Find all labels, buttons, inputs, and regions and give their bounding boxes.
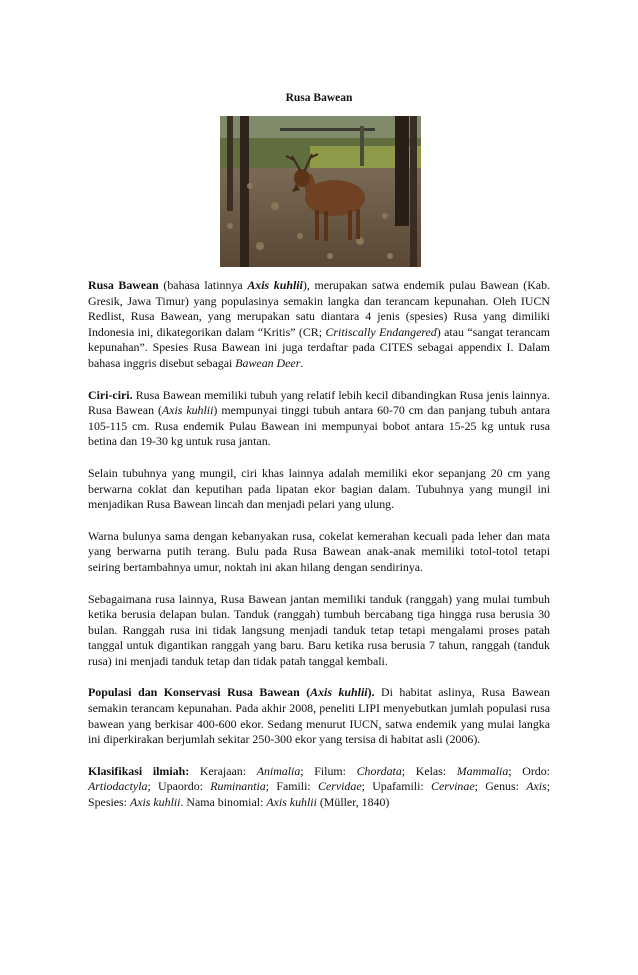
intro-text-b: ), merupakan satwa endemik pulau Bawean (Kab. Gresik, Jawa Timur) yang populasinya semakin langka dan terancam kepunahan. Oleh IUCN Redlist, Rusa Bawean, yang merupakan satu diantara 4 jenis (spesies) Rusa yang dimiliki Indonesia ini, dikategorikan dalam “Kritis” (CR; [88, 278, 550, 339]
classification-label: ; Upaordo: [147, 779, 211, 794]
order-value: Artiodactyla [88, 779, 148, 794]
characteristics-paragraph [88, 388, 550, 450]
deer-photo [220, 116, 421, 267]
kingdom-value: Animalia [256, 763, 301, 778]
classification-paragraph [88, 764, 550, 811]
classification-label: ; Ordo: [508, 763, 550, 778]
page-title: Rusa Bawean [285, 92, 353, 104]
classification-label: ; Filum: [300, 763, 357, 778]
tail-paragraph: Selain tubuhnya yang mungil, ciri khas lainnya adalah memiliki ekor sepanjang 20 cm yang berwarna coklat dan keputihan pada lipatan ekor bagian dalam. Tubuhnya yang mungil ini menjadikan Rusa Bawean lincah dan menjadi pelari yang ulung. [88, 465, 550, 512]
scientific-name: Axis kuhlii [247, 278, 303, 292]
iucn-category: Critiscally Endangered [325, 324, 437, 339]
class-value: Mammalia [456, 763, 509, 778]
species-name: Rusa Bawean [88, 278, 159, 292]
antler-paragraph: Sebagaimana rusa lainnya, Rusa Bawean jantan memiliki tanduk (ranggah) yang mulai tumbuh ketika berusia delapan bulan. Tanduk (ranggah) tumbuh bercabang tiga hingga rusa berusia 30 bulan. Ranggah rusa ini tidak langsung menjadi tanduk tetap tetapi mengalami proses patah tanggal untuk digantikan ranggah yang baru. Baru ketika rusa berusia 7 tahun, ranggah (tanduk rusa) ini menjadi tanduk tetap dan tidak patah tanggal kembali. [88, 591, 550, 668]
classification-authority: (Müller, 1840) [316, 795, 390, 810]
population-heading-end: ). [367, 685, 375, 700]
intro-text-c: ) atau “sangat terancam kepunahan”. Spesies Rusa Bawean ini juga terdaftar pada CITES sebagai appendix I. Dalam bahasa inggris disebut sebagai [88, 324, 550, 370]
classification-label: ; Genus: [474, 779, 527, 794]
classification-label: ; Kelas: [401, 763, 457, 778]
population-heading: Populasi dan Konservasi Rusa Bawean ( [88, 685, 311, 700]
scientific-name: Axis kuhlii [161, 403, 214, 418]
article-body [88, 278, 550, 827]
family-value: Cervidae [318, 779, 362, 794]
phylum-value: Chordata [356, 763, 402, 778]
population-paragraph [88, 685, 550, 747]
classification-label: Kerajaan: [189, 763, 257, 778]
classification-label: ; Upafamili: [361, 779, 432, 794]
characteristics-text-b: ) mempunyai tinggi tubuh antara 60-70 cm dan panjang tubuh antara 105-115 cm. Rusa endemik Pulau Bawean ini mempunyai bobot antara 15-25 kg untuk rusa betina dan 19-30 kg untuk rusa jantan. [88, 403, 550, 449]
classification-heading: Klasifikasi ilmiah: [88, 763, 190, 778]
english-name: Bawean Deer [235, 355, 301, 370]
intro-text-d: . [300, 355, 304, 370]
classification-label: ; Famili: [265, 779, 319, 794]
subfamily-value: Cervinae [431, 779, 475, 794]
intro-paragraph [88, 278, 550, 372]
genus-value: Axis [526, 779, 547, 794]
species-value: Axis kuhlii [129, 795, 181, 810]
scientific-name: Axis kuhlii [310, 685, 368, 700]
characteristics-text-a: Rusa Bawean memiliki tubuh yang relatif lebih kecil dibandingkan Rusa jenis lainnya. Rusa Bawean ( [88, 387, 550, 418]
binomial-value: Axis kuhlii [266, 795, 317, 810]
deer-photo-icon [220, 116, 421, 267]
intro-text-a: (bahasa latinnya [158, 278, 248, 292]
characteristics-heading: Ciri-ciri. [88, 387, 133, 402]
classification-label: ; Spesies: [88, 779, 550, 810]
population-text: Di habitat aslinya, Rusa Bawean semakin terancam kepunahan. Pada akhir 2008, peneliti LIPI menyebutkan jumlah populasi rusa bawean yang berkisar 400-600 ekor. Sedang menurut IUCN, satwa endemik yang mulai langka ini diperkirakan berjumlah sekitar 250-300 ekor yang tersisa di habitat asli (2006). [88, 685, 550, 747]
classification-label: . Nama binomial: [180, 795, 267, 810]
fur-color-paragraph: Warna bulunya sama dengan kebanyakan rusa, cokelat kemerahan kecuali pada leher dan mata yang berwarna putih terang. Bulu pada Rusa Bawean anak-anak memiliki totol-totol tetapi seiring bertambahnya umur, noktah ini akan hilang dengan sendirinya. [88, 528, 550, 574]
suborder-value: Ruminantia [210, 779, 266, 794]
